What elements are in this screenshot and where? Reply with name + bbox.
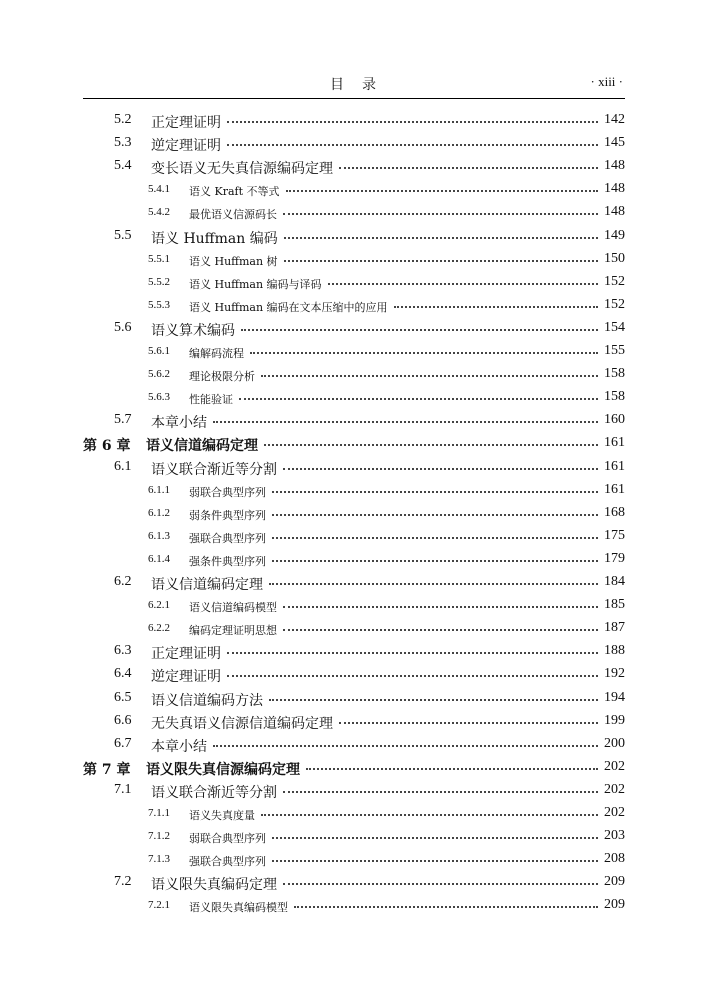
toc-entry[interactable]: [0, 295, 708, 317]
toc-leader-dots: [283, 213, 598, 215]
toc-entry-page: 145: [604, 135, 625, 151]
toc-entry-title: 弱条件典型序列: [189, 508, 266, 522]
toc-leader-dots: [339, 722, 598, 724]
toc-entry-page: 160: [604, 412, 625, 428]
toc-entry[interactable]: [0, 318, 708, 340]
toc-entry-page: 175: [604, 527, 625, 543]
toc-entry-number: 7.2.1: [148, 899, 170, 912]
toc-entry-page: 152: [604, 296, 625, 312]
toc-entry[interactable]: [0, 202, 708, 224]
toc-entry-page: 148: [604, 158, 625, 174]
toc-entry-number: 6.7: [114, 735, 132, 751]
toc-leader-dots: [294, 906, 598, 908]
toc-entry[interactable]: [0, 618, 708, 640]
toc-entry-page: 185: [604, 597, 625, 613]
toc-entry-number: 7.1.1: [148, 807, 170, 819]
toc-entry-page: 161: [604, 458, 625, 474]
toc-entry-title: 理论极限分析: [189, 370, 255, 384]
toc-entry-number: 5.6: [114, 319, 132, 335]
toc-entry-number: 6.1: [114, 458, 132, 474]
toc-entry[interactable]: [0, 757, 708, 779]
toc-leader-dots: [283, 791, 598, 793]
toc-entry[interactable]: [0, 480, 708, 502]
toc-leader-dots: [284, 237, 598, 239]
toc-leader-dots: [283, 468, 598, 470]
toc-entry[interactable]: [0, 849, 708, 871]
toc-entry[interactable]: [0, 364, 708, 386]
toc-entry-page: 202: [604, 781, 625, 797]
toc-entry[interactable]: [0, 341, 708, 363]
toc-entry[interactable]: [0, 179, 708, 201]
toc-entry-number: 6.1.3: [148, 529, 170, 542]
toc-entry-title: 语义信道编码模型: [189, 601, 277, 615]
toc-entry[interactable]: [0, 133, 708, 155]
toc-entry[interactable]: [0, 688, 708, 710]
toc-entry-number: 6.2: [114, 574, 132, 589]
toc-entry-title: 无失真语义信源信道编码定理: [151, 715, 333, 732]
toc-entry-number: 5.5.2: [148, 275, 170, 288]
toc-leader-dots: [286, 190, 598, 192]
toc-entry[interactable]: [0, 387, 708, 409]
toc-entry-number: 7.1.3: [148, 853, 170, 866]
toc-entry[interactable]: [0, 641, 708, 663]
toc-leader-dots: [306, 768, 598, 770]
toc-leader-dots: [269, 699, 598, 701]
toc-entry[interactable]: [0, 249, 708, 271]
toc-leader-dots: [269, 583, 598, 585]
page-header: [83, 70, 625, 99]
toc-leader-dots: [227, 144, 598, 146]
toc-entry-title: 语义信道编码定理: [146, 438, 258, 455]
toc-entry[interactable]: [0, 734, 708, 756]
toc-entry[interactable]: [0, 526, 708, 548]
toc-entry-number: 6.3: [114, 643, 132, 659]
toc-entry-number: 7.2: [114, 874, 132, 890]
toc-entry-page: 208: [604, 851, 625, 867]
toc-entry[interactable]: [0, 803, 708, 825]
toc-leader-dots: [239, 398, 598, 400]
toc-entry-number: 5.7: [114, 412, 132, 428]
toc-entry-page: 179: [604, 550, 625, 566]
toc-leader-dots: [284, 260, 598, 262]
toc-entry-page: 184: [604, 574, 625, 589]
toc-entry-page: 161: [604, 481, 625, 497]
toc-entry[interactable]: [0, 872, 708, 894]
toc-entry[interactable]: [0, 711, 708, 733]
toc-entry-page: 203: [604, 828, 625, 844]
toc-leader-dots: [283, 883, 598, 885]
toc-entry-number: 5.4.1: [148, 183, 170, 196]
toc-leader-dots: [394, 306, 598, 308]
toc-entry-title: 正定理证明: [151, 646, 221, 663]
toc-leader-dots: [227, 652, 598, 654]
toc-entry-page: 150: [604, 250, 625, 266]
toc-entry-page: 142: [604, 112, 625, 127]
toc-entry-page: 202: [604, 758, 625, 774]
toc-entry-title: 语义限失真编码定理: [151, 877, 277, 894]
toc-entry-number: 6.6: [114, 712, 132, 728]
toc-entry[interactable]: [0, 895, 708, 917]
toc-entry-page: 192: [604, 666, 625, 682]
toc-entry-number: 第 6 章: [83, 438, 131, 455]
toc-entry-page: 187: [604, 620, 625, 636]
toc-entry-page: 188: [604, 643, 625, 659]
toc-leader-dots: [283, 606, 598, 608]
toc-entry-title: 语义失真度量: [189, 809, 255, 822]
toc-entry-title: 逆定理证明: [151, 138, 221, 155]
toc-leader-dots: [272, 560, 598, 562]
toc-entry-page: 152: [604, 273, 625, 289]
toc-entry-title: 强联合典型序列: [189, 855, 266, 869]
toc-entry-title: 性能验证: [189, 393, 233, 407]
toc-entry-number: 5.5: [114, 227, 132, 243]
toc-entry-title: 语义 Kraft 不等式: [189, 185, 280, 199]
toc-entry-number: 6.1.2: [148, 506, 170, 519]
toc-entry-title: 语义 Huffman 编码: [151, 230, 278, 247]
toc-entry[interactable]: [0, 410, 708, 432]
toc-leader-dots: [272, 837, 598, 839]
toc-entry-title: 正定理证明: [151, 115, 221, 131]
running-title: 目 录: [330, 77, 378, 93]
toc-entry-number: 7.1.2: [148, 830, 170, 843]
toc-entry-page: 158: [604, 389, 625, 405]
toc-entry-title: 变长语义无失真信源编码定理: [151, 161, 333, 178]
toc-leader-dots: [261, 814, 598, 816]
toc-entry-page: 199: [604, 712, 625, 728]
toc-entry-title: 语义算术编码: [151, 322, 235, 339]
toc-entry-number: 6.4: [114, 666, 132, 682]
toc-entry-title: 逆定理证明: [151, 669, 221, 686]
toc-entry-title: 弱联合典型序列: [189, 832, 266, 846]
toc-entry-number: 5.5.3: [148, 298, 170, 311]
toc-entry-number: 6.1.1: [148, 483, 170, 496]
toc-entry[interactable]: [0, 226, 708, 248]
toc-entry[interactable]: [0, 549, 708, 571]
toc-entry-title: 强条件典型序列: [189, 554, 266, 568]
toc-entry-title: 语义 Huffman 树: [189, 254, 278, 268]
toc-entry-page: 202: [604, 805, 625, 820]
toc-entry-title: 语义信道编码方法: [151, 692, 263, 709]
toc-entry-page: 155: [604, 343, 625, 358]
toc-entry[interactable]: [0, 272, 708, 294]
toc-entry-page: 209: [604, 897, 625, 913]
toc-entry-page: 154: [604, 319, 625, 335]
toc-entry-title: 本章小结: [151, 738, 207, 755]
toc-entry-title: 编解码流程: [189, 347, 244, 360]
toc-entry-page: 200: [604, 735, 625, 751]
toc-entry[interactable]: [0, 156, 708, 178]
toc-entry-title: 语义 Huffman 编码与译码: [189, 277, 322, 291]
toc-leader-dots: [272, 514, 598, 516]
toc-leader-dots: [227, 121, 598, 123]
toc-entry-number: 5.6.3: [148, 391, 170, 404]
toc-entry-number: 5.6.1: [148, 345, 170, 357]
toc-entry-number: 5.6.2: [148, 368, 170, 381]
toc-leader-dots: [283, 629, 598, 631]
toc-entry[interactable]: [0, 780, 708, 802]
toc-entry-title: 语义联合渐近等分割: [151, 461, 277, 478]
toc-entry-page: 168: [604, 504, 625, 520]
toc-entry-number: 第 7 章: [83, 761, 131, 778]
toc-entry-number: 6.2.2: [148, 622, 170, 635]
toc-entry-page: 149: [604, 227, 625, 243]
toc-entry[interactable]: [0, 595, 708, 617]
toc-entry-page: 161: [604, 435, 625, 451]
toc-leader-dots: [250, 352, 598, 354]
toc-entry-number: 5.4.2: [148, 206, 170, 219]
toc-entry-title: 语义信道编码定理: [151, 577, 263, 593]
toc-entry-page: 209: [604, 874, 625, 890]
toc-leader-dots: [213, 421, 598, 423]
toc-entry-title: 语义限失真信源编码定理: [146, 761, 300, 778]
toc-entry-number: 6.5: [114, 689, 132, 705]
toc-entry-title: 语义限失真编码模型: [189, 901, 288, 915]
toc-entry-page: 148: [604, 204, 625, 220]
toc-entry-title: 语义 Huffman 编码在文本压缩中的应用: [189, 300, 388, 314]
toc-entry-page: 194: [604, 689, 625, 705]
toc-leader-dots: [264, 444, 598, 446]
toc-entry[interactable]: [0, 433, 708, 455]
toc-entry[interactable]: [0, 503, 708, 525]
toc-entry-title: 强联合典型序列: [189, 531, 266, 545]
toc-leader-dots: [328, 283, 598, 285]
toc-leader-dots: [272, 860, 598, 862]
toc-leader-dots: [261, 375, 598, 377]
toc-entry-number: 5.4: [114, 158, 132, 174]
toc-entry-title: 本章小结: [151, 415, 207, 432]
toc-entry-number: 5.2: [114, 112, 132, 127]
toc-entry-title: 语义联合渐近等分割: [151, 784, 277, 801]
toc-entry-page: 148: [604, 181, 625, 197]
toc-leader-dots: [241, 329, 598, 331]
page-number: · xiii ·: [590, 74, 623, 89]
toc-leader-dots: [272, 537, 598, 539]
toc-entry-number: 6.1.4: [148, 552, 170, 565]
toc-leader-dots: [213, 745, 598, 747]
toc-leader-dots: [339, 167, 598, 169]
toc-entry-title: 弱联合典型序列: [189, 485, 266, 499]
toc-entry[interactable]: [0, 826, 708, 848]
toc-entry-title: 编码定理证明思想: [189, 624, 277, 638]
toc-leader-dots: [272, 491, 598, 493]
toc-entry-title: 最优语义信源码长: [189, 208, 277, 222]
toc-entry-page: 158: [604, 366, 625, 382]
toc-entry-number: 5.5.1: [148, 252, 170, 265]
toc-entry-number: 5.3: [114, 135, 132, 151]
toc-entry[interactable]: [0, 572, 708, 594]
toc-entry[interactable]: [0, 457, 708, 479]
toc-entry-number: 7.1: [114, 781, 132, 797]
toc-entry-number: 6.2.1: [148, 599, 170, 612]
toc-entry[interactable]: [0, 110, 708, 132]
toc-entry[interactable]: [0, 664, 708, 686]
toc-leader-dots: [227, 675, 598, 677]
